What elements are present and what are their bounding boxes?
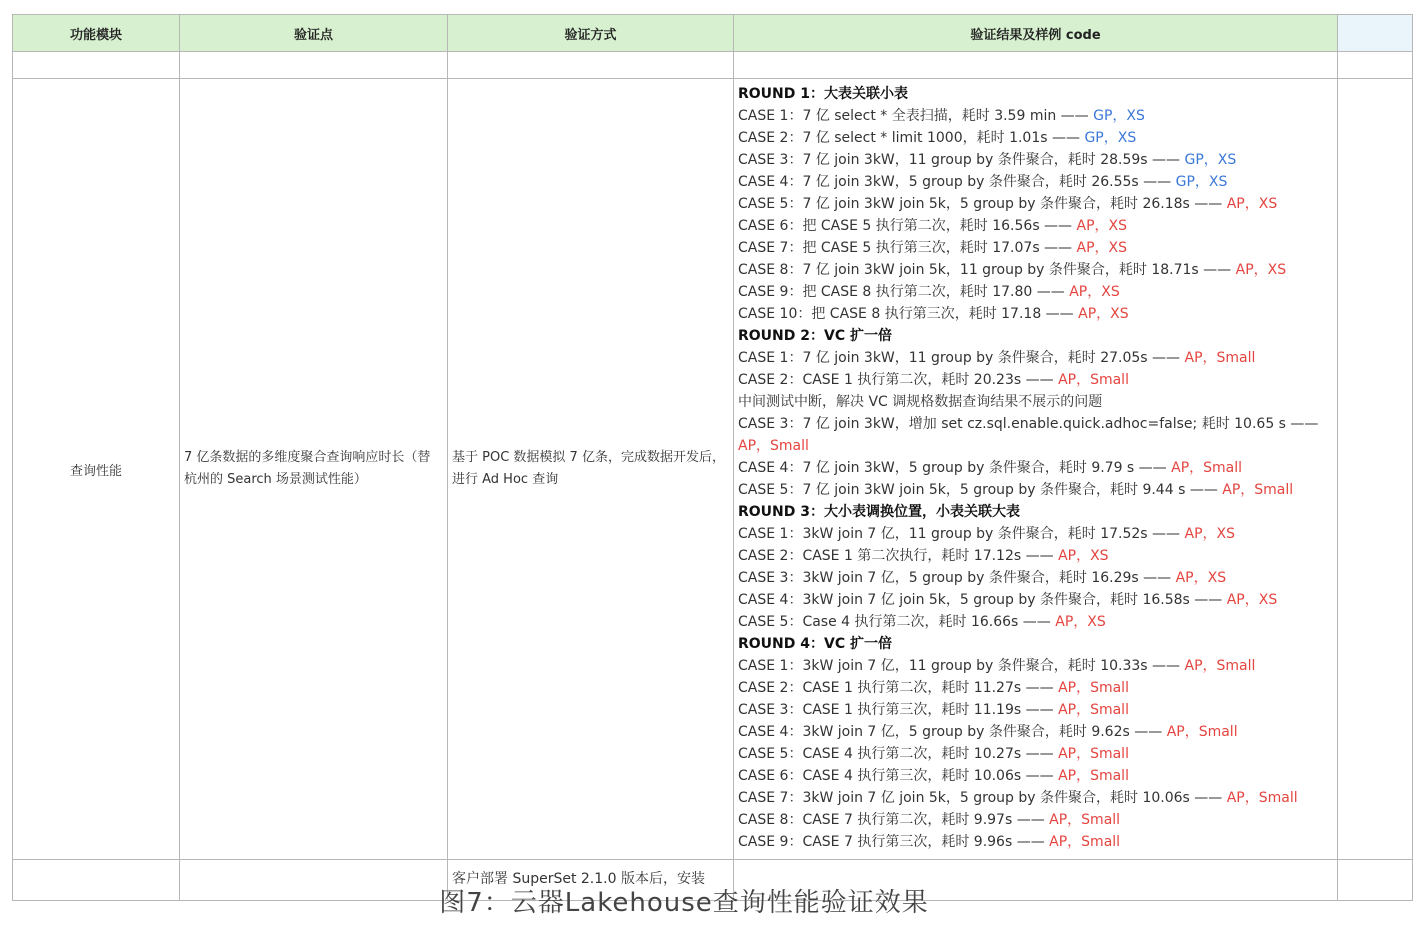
result-tag: AP，XS (1184, 526, 1235, 542)
result-text: CASE 6：CASE 4 执行第三次，耗时 10.06s —— (738, 768, 1059, 784)
table-cell (13, 52, 180, 79)
result-text: CASE 9：CASE 7 执行第三次，耗时 9.96s —— (738, 834, 1050, 850)
result-line (738, 105, 1333, 127)
round-heading: ROUND 2：VC 扩一倍 (738, 328, 892, 344)
result-text: CASE 2：CASE 1 执行第二次，耗时 20.23s —— (738, 372, 1059, 388)
result-line (738, 369, 1333, 391)
result-line (738, 149, 1333, 171)
result-text: 中间测试中断，解决 VC 调规格数据查询结果不展示的问题 (738, 394, 1103, 410)
result-line (738, 677, 1333, 699)
result-line (738, 171, 1333, 193)
result-text: CASE 3：7 亿 join 3kW，11 group by 条件聚合，耗时 28.59s —— (738, 152, 1185, 168)
result-tag: AP，Small (1226, 790, 1298, 806)
result-tag: AP，XS (1226, 592, 1278, 608)
result-text: CASE 7：3kW join 7 亿 join 5k，5 group by 条件聚合，耗时 10.06s —— (738, 790, 1227, 806)
result-text: CASE 6：把 CASE 5 执行第二次，耗时 16.56s —— (738, 218, 1077, 234)
result-line (738, 457, 1333, 479)
result-line (738, 545, 1333, 567)
result-text: CASE 2：CASE 1 执行第二次，耗时 11.27s —— (738, 680, 1059, 696)
result-text: CASE 1：3kW join 7 亿，11 group by 条件聚合，耗时 10.33s —— (738, 658, 1185, 674)
result-line (738, 215, 1333, 237)
result-text: CASE 4：7 亿 join 3kW，5 group by 条件聚合，耗时 9.79 s —— (738, 460, 1172, 476)
result-tag: AP，XS (1058, 548, 1109, 564)
result-tag: AP，Small (1058, 768, 1129, 784)
result-tag: GP，XS (1184, 152, 1237, 168)
result-text: CASE 2：7 亿 select * limit 1000，耗时 1.01s —— (738, 130, 1085, 146)
table-row (13, 79, 1413, 860)
table-row (13, 52, 1413, 79)
method-cell: 基于 POC 数据模拟 7 亿条，完成数据开发后，进行 Ad Hoc 查询 (448, 79, 734, 860)
header-results: 验证结果及样例 code (734, 15, 1338, 52)
result-tag: AP，XS (1078, 306, 1129, 322)
result-text: CASE 1：7 亿 join 3kW，11 group by 条件聚合，耗时 27.05s —— (738, 350, 1185, 366)
result-line (738, 699, 1333, 721)
result-line (738, 567, 1333, 589)
result-tag: AP，XS (1076, 218, 1128, 234)
result-text: CASE 1：3kW join 7 亿，11 group by 条件聚合，耗时 17.52s —— (738, 526, 1185, 542)
table-cell (1338, 79, 1413, 860)
round-heading: ROUND 3：大小表调换位置，小表关联大表 (738, 504, 1021, 520)
result-tag: AP，Small (1222, 482, 1294, 498)
result-tag: AP，XS (1235, 262, 1287, 278)
result-tag: AP，XS (1076, 240, 1128, 256)
result-line (738, 303, 1333, 325)
result-text: CASE 3：7 亿 join 3kW，增加 set cz.sql.enable.quick.adhoc=false; 耗时 10.65 s —— (738, 416, 1319, 432)
result-text: CASE 5：Case 4 执行第二次，耗时 16.66s —— (738, 614, 1056, 630)
result-tag: AP，Small (738, 438, 809, 454)
result-tag: AP，Small (1184, 350, 1256, 366)
result-tag: GP，XS (1093, 108, 1145, 124)
result-tag: AP，Small (1058, 372, 1129, 388)
result-tag: AP，Small (1049, 834, 1121, 850)
result-tag: AP，Small (1058, 702, 1129, 718)
result-line (738, 347, 1333, 369)
result-tag: AP，Small (1058, 746, 1129, 762)
result-text: CASE 2：CASE 1 第二次执行，耗时 17.12s —— (738, 548, 1059, 564)
result-line (738, 765, 1333, 787)
result-tag: GP，XS (1175, 174, 1228, 190)
table-header-row (13, 15, 1413, 52)
result-line (738, 523, 1333, 545)
result-text: CASE 10：把 CASE 8 执行第三次，耗时 17.18 —— (738, 306, 1079, 322)
tail-method-text: 客户部署 SuperSet 2.1.0 版本后，安装 (452, 871, 705, 887)
result-line (738, 391, 1333, 413)
result-line (738, 743, 1333, 765)
header-module: 功能模块 (13, 15, 180, 52)
result-text: CASE 1：7 亿 select * 全表扫描，耗时 3.59 min —— (738, 108, 1094, 124)
result-line (738, 787, 1333, 809)
header-extra (1338, 15, 1413, 52)
result-text: CASE 4：7 亿 join 3kW，5 group by 条件聚合，耗时 26.55s —— (738, 174, 1176, 190)
result-line (738, 831, 1333, 853)
result-tag: AP，Small (1058, 680, 1129, 696)
table-screenshot (6, 6, 1362, 887)
table-cell (1338, 52, 1413, 79)
module-cell: 查询性能 (13, 79, 180, 860)
results-cell (734, 79, 1338, 860)
result-tag: AP，Small (1171, 460, 1243, 476)
result-line (738, 281, 1333, 303)
result-line (738, 611, 1333, 633)
table-cell (180, 52, 448, 79)
header-method: 验证方式 (448, 15, 734, 52)
result-text: CASE 7：把 CASE 5 执行第三次，耗时 17.07s —— (738, 240, 1077, 256)
round-heading: ROUND 1：大表关联小表 (738, 86, 909, 102)
result-line (738, 259, 1333, 281)
result-tag: AP，Small (1166, 724, 1238, 740)
results-list (738, 83, 1333, 853)
result-text: CASE 9：把 CASE 8 执行第二次，耗时 17.80 —— (738, 284, 1070, 300)
point-cell: 7 亿条数据的多维度聚合查询响应时长（替杭州的 Search 场景测试性能） (180, 79, 448, 860)
result-line (738, 237, 1333, 259)
result-line (738, 127, 1333, 149)
result-text: CASE 5：CASE 4 执行第二次，耗时 10.27s —— (738, 746, 1059, 762)
result-tag: AP，Small (1049, 812, 1121, 828)
result-text: CASE 3：CASE 1 执行第三次，耗时 11.19s —— (738, 702, 1059, 718)
verification-table (12, 14, 1413, 901)
header-point: 验证点 (180, 15, 448, 52)
table-cell (448, 52, 734, 79)
result-line (738, 193, 1333, 215)
result-tag: AP，XS (1175, 570, 1227, 586)
result-text: CASE 8：7 亿 join 3kW join 5k，11 group by 条件聚合，耗时 18.71s —— (738, 262, 1236, 278)
result-text: CASE 4：3kW join 7 亿，5 group by 条件聚合，耗时 9.62s —— (738, 724, 1167, 740)
result-line (738, 413, 1333, 457)
result-tag: AP，XS (1055, 614, 1106, 630)
result-line (738, 479, 1333, 501)
result-text: CASE 5：7 亿 join 3kW join 5k，5 group by 条件聚合，耗时 26.18s —— (738, 196, 1227, 212)
result-text: CASE 8：CASE 7 执行第二次，耗时 9.97s —— (738, 812, 1050, 828)
result-text: CASE 5：7 亿 join 3kW join 5k，5 group by 条件聚合，耗时 9.44 s —— (738, 482, 1223, 498)
result-line (738, 809, 1333, 831)
result-text: CASE 3：3kW join 7 亿，5 group by 条件聚合，耗时 16.29s —— (738, 570, 1176, 586)
result-line (738, 655, 1333, 677)
figure-caption: 图7：云器Lakehouse查询性能验证效果 (439, 888, 929, 918)
result-tag: GP，XS (1084, 130, 1137, 146)
result-text: CASE 4：3kW join 7 亿 join 5k，5 group by 条件聚合，耗时 16.58s —— (738, 592, 1227, 608)
round-heading: ROUND 4：VC 扩一倍 (738, 636, 892, 652)
result-line (738, 721, 1333, 743)
table-cell (734, 52, 1338, 79)
result-tag: AP，XS (1069, 284, 1120, 300)
result-tag: AP，XS (1226, 196, 1278, 212)
result-line (738, 589, 1333, 611)
result-tag: AP，Small (1184, 658, 1256, 674)
